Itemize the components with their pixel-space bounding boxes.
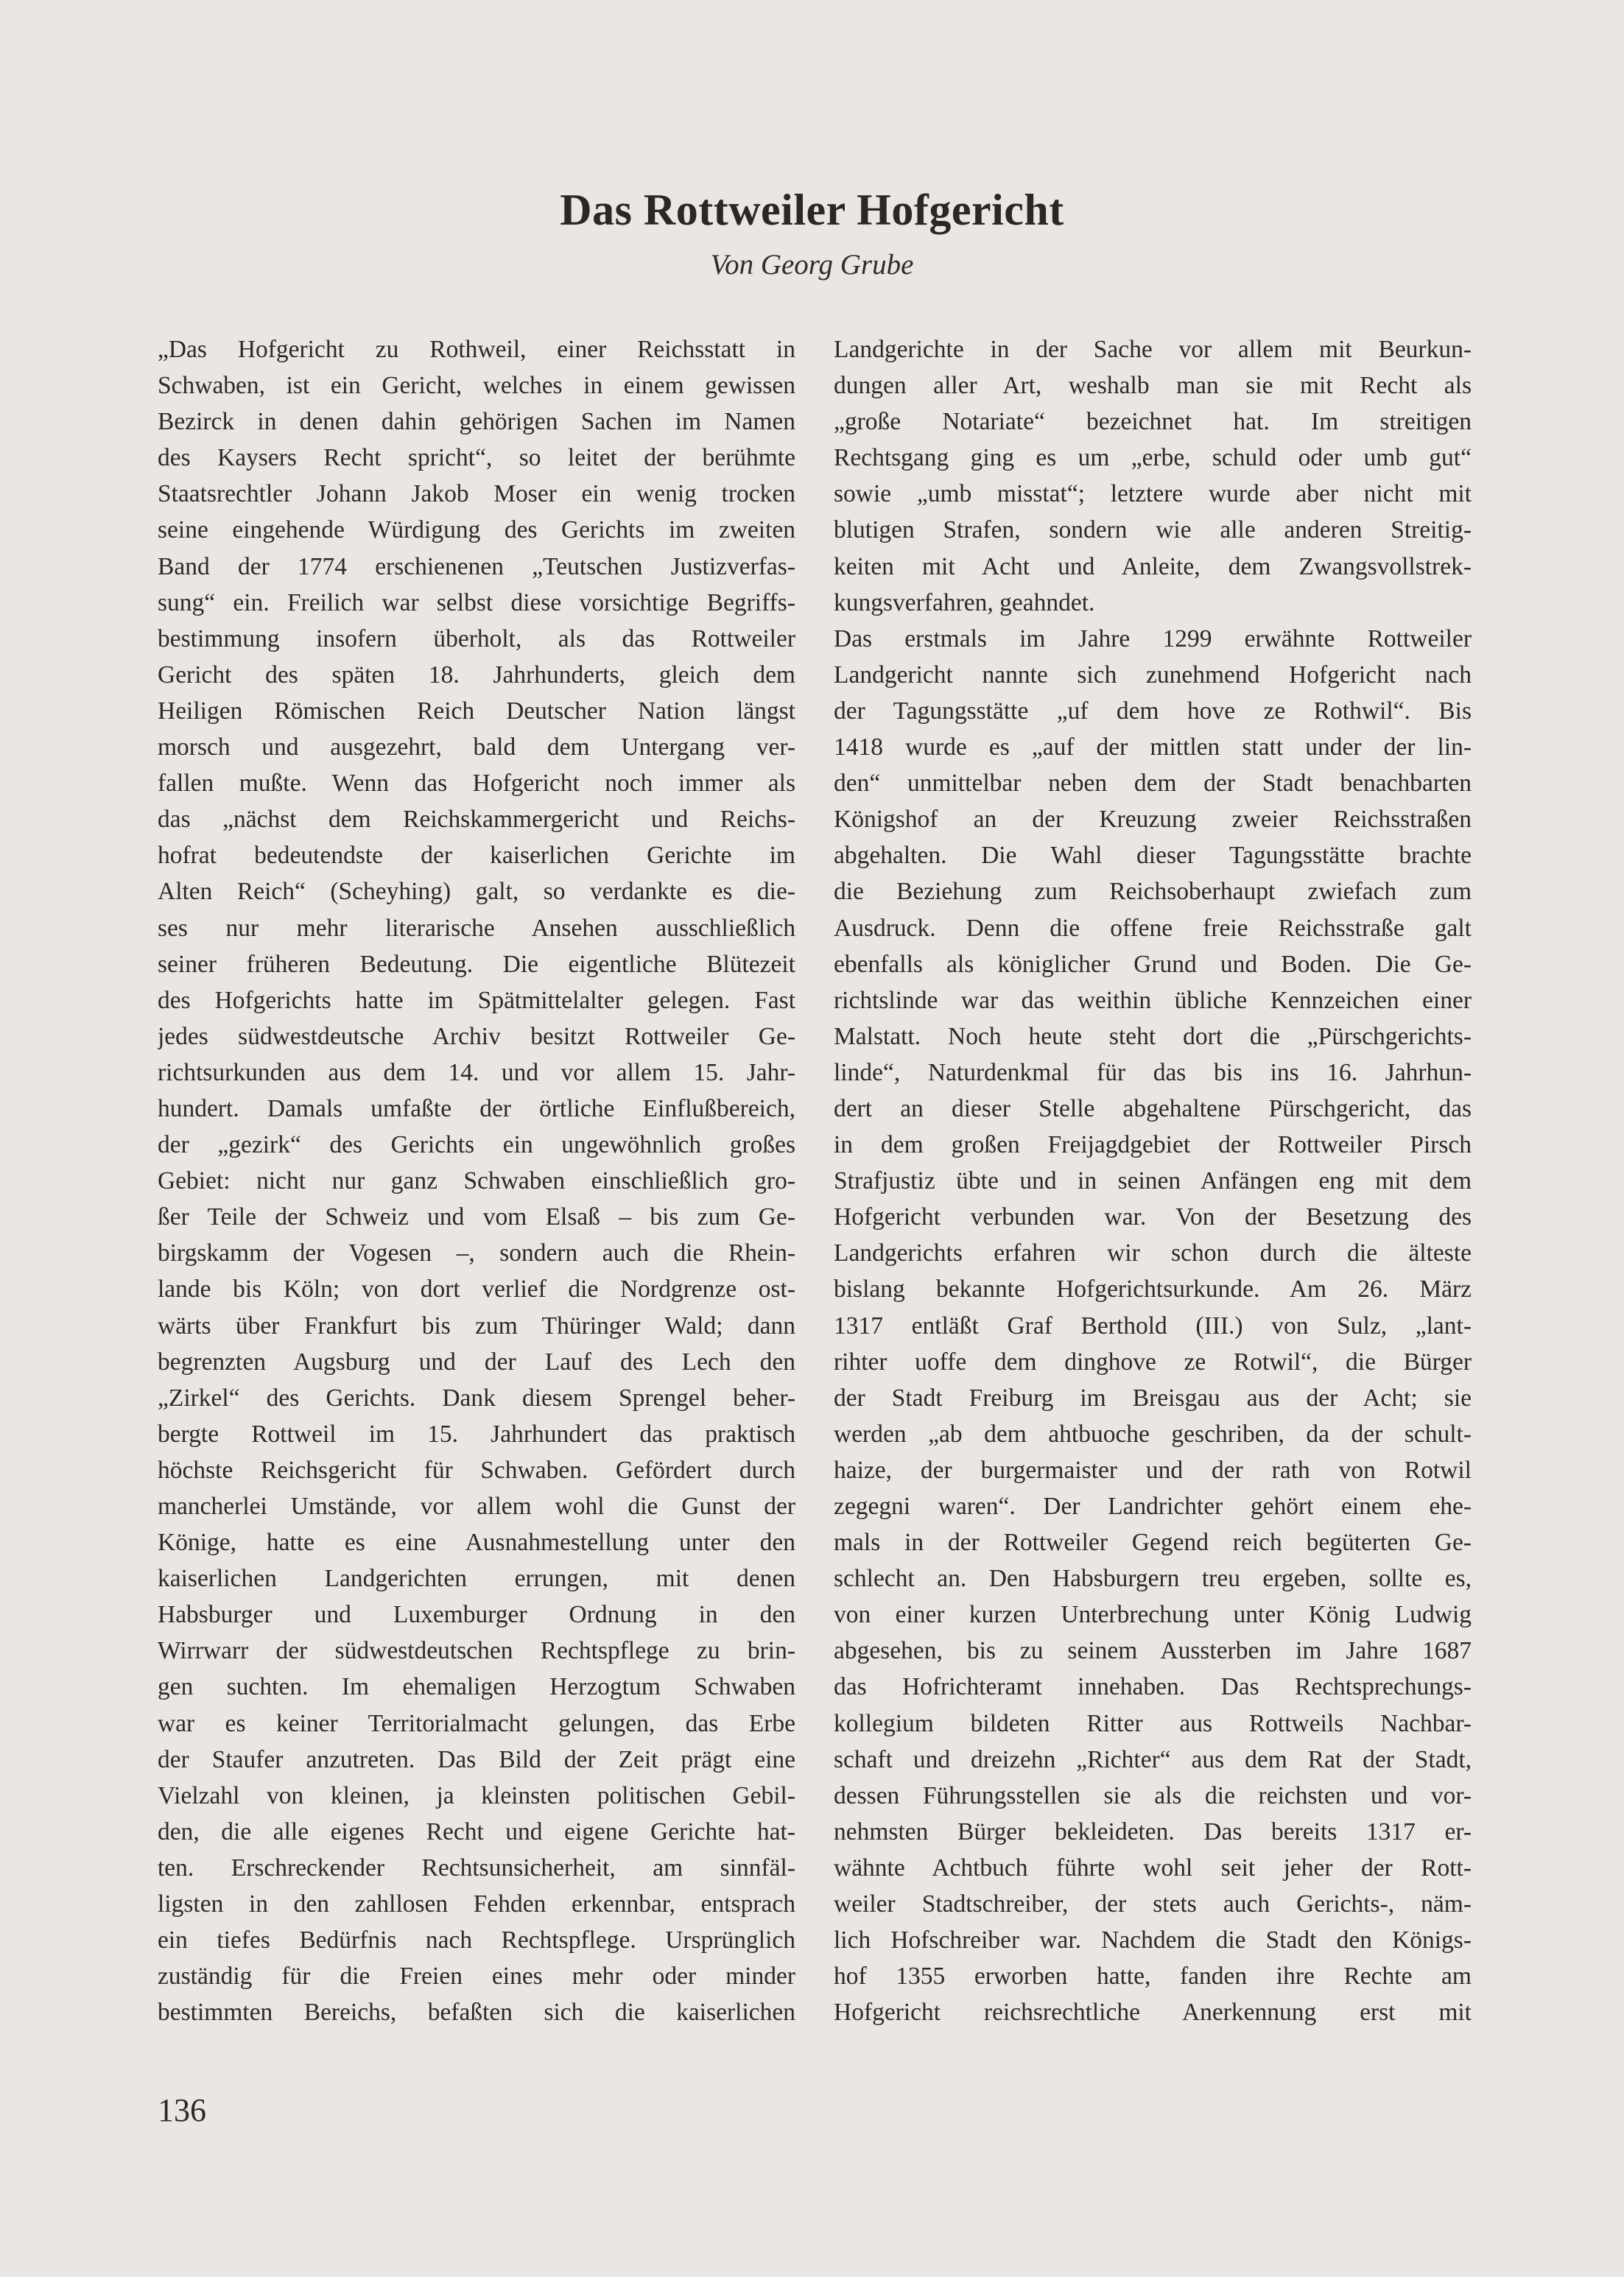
text-line: Strafjustiz übte und in seinen Anfängen eng mit dem bbox=[834, 1167, 1472, 1195]
text-line: in dem großen Freijagdgebiet der Rottweiler Pirsch bbox=[834, 1131, 1472, 1159]
text-line: 1418 wurde es „auf der mittlen statt under der lin- bbox=[834, 733, 1472, 761]
text-line: dessen Führungsstellen sie als die reichsten und vor- bbox=[834, 1781, 1472, 1809]
text-line: Wirrwarr der südwestdeutschen Rechtspflege zu brin- bbox=[158, 1637, 795, 1665]
text-line: ßer Teile der Schweiz und vom Elsaß – bis zum Ge- bbox=[158, 1203, 795, 1231]
text-line: gen suchten. Im ehemaligen Herzogtum Schwaben bbox=[158, 1673, 795, 1701]
text-line: kaiserlichen Landgerichten errungen, mit denen bbox=[158, 1565, 795, 1593]
text-column-right bbox=[834, 331, 1472, 2030]
text-line: sung“ ein. Freilich war selbst diese vorsichtige Begriffs- bbox=[158, 588, 795, 616]
page-title: Das Rottweiler Hofgericht bbox=[560, 186, 1064, 235]
page-number: 136 bbox=[158, 2092, 206, 2128]
text-line: hof 1355 erworben hatte, fanden ihre Rechte am bbox=[834, 1963, 1472, 1991]
text-line: dert an dieser Stelle abgehaltene Pürschgericht, das bbox=[834, 1094, 1472, 1122]
text-line: blutigen Strafen, sondern wie alle anderen Streitig- bbox=[834, 516, 1472, 544]
text-line: den“ unmittelbar neben dem der Stadt benachbarten bbox=[834, 770, 1472, 798]
text-line: des Hofgerichts hatte im Spätmittelalter gelegen. Fast bbox=[158, 986, 795, 1014]
text-line: lande bis Köln; von dort verlief die Nordgrenze ost- bbox=[158, 1275, 795, 1303]
text-line: Habsburger und Luxemburger Ordnung in den bbox=[158, 1601, 795, 1629]
text-line: richtslinde war das weithin übliche Kennzeichen einer bbox=[834, 986, 1472, 1014]
text-line: zegegni waren“. Der Landrichter gehört einem ehe- bbox=[834, 1493, 1472, 1520]
text-line: linde“, Naturdenkmal für das bis ins 16. Jahrhun- bbox=[834, 1058, 1472, 1086]
text-line: haize, der burgermaister und der rath von Rotwil bbox=[834, 1456, 1472, 1484]
text-line: bislang bekannte Hofgerichtsurkunde. Am 26. März bbox=[834, 1275, 1472, 1303]
text-line: birgskamm der Vogesen –, sondern auch die Rhein- bbox=[158, 1239, 795, 1267]
text-line: wähnte Achtbuch führte wohl seit jeher der Rott- bbox=[834, 1854, 1472, 1882]
text-line: den, die alle eigenes Recht und eigene Gerichte hat- bbox=[158, 1817, 795, 1845]
text-line: ten. Erschreckender Rechtsunsicherheit, am sinnfäl- bbox=[158, 1854, 795, 1882]
text-line: Landgericht nannte sich zunehmend Hofgericht nach bbox=[834, 661, 1472, 689]
text-line: Ausdruck. Denn die offene freie Reichsstraße galt bbox=[834, 914, 1472, 942]
text-line: Gericht des späten 18. Jahrhunderts, gleich dem bbox=[158, 661, 795, 689]
text-line: Königshof an der Kreuzung zweier Reichsstraßen bbox=[834, 806, 1472, 834]
text-line: Malstatt. Noch heute steht dort die „Pürschgerichts- bbox=[834, 1022, 1472, 1050]
text-line: begrenzten Augsburg und der Lauf des Lech den bbox=[158, 1348, 795, 1376]
text-column-left bbox=[158, 331, 795, 2030]
text-line: Rechtsgang ging es um „erbe, schuld oder umb gut“ bbox=[834, 444, 1472, 472]
text-line: fallen mußte. Wenn das Hofgericht noch immer als bbox=[158, 770, 795, 798]
text-line: ein tiefes Bedürfnis nach Rechtspflege. Ursprünglich bbox=[158, 1926, 795, 1954]
text-line: abgesehen, bis zu seinem Aussterben im Jahre 1687 bbox=[834, 1637, 1472, 1665]
text-line: Hofgericht reichsrechtliche Anerkennung erst mit bbox=[834, 1999, 1472, 2027]
text-line: weiler Stadtschreiber, der stets auch Gerichts-, näm- bbox=[834, 1890, 1472, 1918]
text-line: „Zirkel“ des Gerichts. Dank diesem Sprengel beher- bbox=[158, 1384, 795, 1412]
text-line: Hofgericht verbunden war. Von der Besetzung des bbox=[834, 1203, 1472, 1231]
text-line: bestimmten Bereichs, befaßten sich die kaiserlichen bbox=[158, 1999, 795, 2027]
text-line: Band der 1774 erschienenen „Teutschen Justizverfas- bbox=[158, 552, 795, 580]
text-line: der „gezirk“ des Gerichts ein ungewöhnlich großes bbox=[158, 1131, 795, 1159]
text-line: ebenfalls als königlicher Grund und Boden. Die Ge- bbox=[834, 950, 1472, 978]
text-line: Bezirck in denen dahin gehörigen Sachen im Namen bbox=[158, 408, 795, 436]
text-line: Alten Reich“ (Scheyhing) galt, so verdankte es die- bbox=[158, 878, 795, 906]
text-line: Schwaben, ist ein Gericht, welches in einem gewissen bbox=[158, 372, 795, 400]
text-line: ligsten in den zahllosen Fehden erkennbar, entsprach bbox=[158, 1890, 795, 1918]
author-byline: Von Georg Grube bbox=[710, 249, 914, 281]
text-line: wärts über Frankfurt bis zum Thüringer Wald; dann bbox=[158, 1312, 795, 1340]
text-line: höchste Reichsgericht für Schwaben. Gefördert durch bbox=[158, 1456, 795, 1484]
text-line: der Stadt Freiburg im Breisgau aus der Acht; sie bbox=[834, 1384, 1472, 1412]
text-line: der Tagungsstätte „uf dem hove ze Rothwil“. Bis bbox=[834, 697, 1472, 725]
text-line: zuständig für die Freien eines mehr oder minder bbox=[158, 1963, 795, 1991]
text-line: „große Notariate“ bezeichnet hat. Im streitigen bbox=[834, 408, 1472, 436]
text-line: kollegium bildeten Ritter aus Rottweils Nachbar- bbox=[834, 1709, 1472, 1737]
text-line: mals in der Rottweiler Gegend reich begüterten Ge- bbox=[834, 1529, 1472, 1557]
text-line: schaft und dreizehn „Richter“ aus dem Rat der Stadt, bbox=[834, 1745, 1472, 1773]
text-line: war es keiner Territorialmacht gelungen, das Erbe bbox=[158, 1709, 795, 1737]
text-line: sowie „umb misstat“; letztere wurde aber nicht mit bbox=[834, 480, 1472, 508]
text-line: Heiligen Römischen Reich Deutscher Nation längst bbox=[158, 697, 795, 725]
text-line: seiner früheren Bedeutung. Die eigentliche Blütezeit bbox=[158, 950, 795, 978]
text-line: kungsverfahren, geahndet. bbox=[834, 588, 1095, 616]
text-line: 1317 entläßt Graf Berthold (III.) von Sulz, „lant- bbox=[834, 1312, 1472, 1340]
text-line: Könige, hatte es eine Ausnahmestellung unter den bbox=[158, 1529, 795, 1557]
text-line: Landgerichte in der Sache vor allem mit Beurkun- bbox=[834, 336, 1472, 363]
text-line: bestimmung insofern überholt, als das Rottweiler bbox=[158, 624, 795, 652]
text-line: bergte Rottweil im 15. Jahrhundert das praktisch bbox=[158, 1420, 795, 1448]
text-line: Landgerichts erfahren wir schon durch die älteste bbox=[834, 1239, 1472, 1267]
text-line: von einer kurzen Unterbrechung unter König Ludwig bbox=[834, 1601, 1472, 1629]
text-line: lich Hofschreiber war. Nachdem die Stadt den Königs- bbox=[834, 1926, 1472, 1954]
text-line: ses nur mehr literarische Ansehen ausschließlich bbox=[158, 914, 795, 942]
text-line: mancherlei Umstände, vor allem wohl die Gunst der bbox=[158, 1493, 795, 1520]
text-line: rihter uoffe dem dinghove ze Rotwil“, die Bürger bbox=[834, 1348, 1472, 1376]
text-line: das Hofrichteramt innehaben. Das Rechtsprechungs- bbox=[834, 1673, 1472, 1701]
text-line: die Beziehung zum Reichsoberhaupt zwiefach zum bbox=[834, 878, 1472, 906]
text-line: hofrat bedeutendste der kaiserlichen Gerichte im bbox=[158, 842, 795, 870]
text-line: des Kaysers Recht spricht“, so leitet der berühmte bbox=[158, 444, 795, 472]
text-line: Staatsrechtler Johann Jakob Moser ein wenig trocken bbox=[158, 480, 795, 508]
text-line: morsch und ausgezehrt, bald dem Untergang ver- bbox=[158, 733, 795, 761]
text-line: keiten mit Acht und Anleite, dem Zwangsvollstrek- bbox=[834, 552, 1472, 580]
text-line: Gebiet: nicht nur ganz Schwaben einschließlich gro- bbox=[158, 1167, 795, 1195]
text-line: Das erstmals im Jahre 1299 erwähnte Rottweiler bbox=[834, 624, 1472, 652]
text-line: werden „ab dem ahtbuoche geschriben, da der schult- bbox=[834, 1420, 1472, 1448]
text-line: das „nächst dem Reichskammergericht und Reichs- bbox=[158, 806, 795, 834]
text-line: nehmsten Bürger bekleideten. Das bereits 1317 er- bbox=[834, 1817, 1472, 1845]
text-line: dungen aller Art, weshalb man sie mit Recht als bbox=[834, 372, 1472, 400]
text-line: schlecht an. Den Habsburgern treu ergeben, sollte es, bbox=[834, 1565, 1472, 1593]
text-line: richtsurkunden aus dem 14. und vor allem 15. Jahr- bbox=[158, 1058, 795, 1086]
text-line: hundert. Damals umfaßte der örtliche Einflußbereich, bbox=[158, 1094, 795, 1122]
text-line: jedes südwestdeutsche Archiv besitzt Rottweiler Ge- bbox=[158, 1022, 795, 1050]
text-line: Vielzahl von kleinen, ja kleinsten politischen Gebil- bbox=[158, 1781, 795, 1809]
text-line: der Staufer anzutreten. Das Bild der Zeit prägt eine bbox=[158, 1745, 795, 1773]
text-line: „Das Hofgericht zu Rothweil, einer Reichsstatt in bbox=[158, 336, 795, 363]
text-line: seine eingehende Würdigung des Gerichts im zweiten bbox=[158, 516, 795, 544]
text-line: abgehalten. Die Wahl dieser Tagungsstätte brachte bbox=[834, 842, 1472, 870]
